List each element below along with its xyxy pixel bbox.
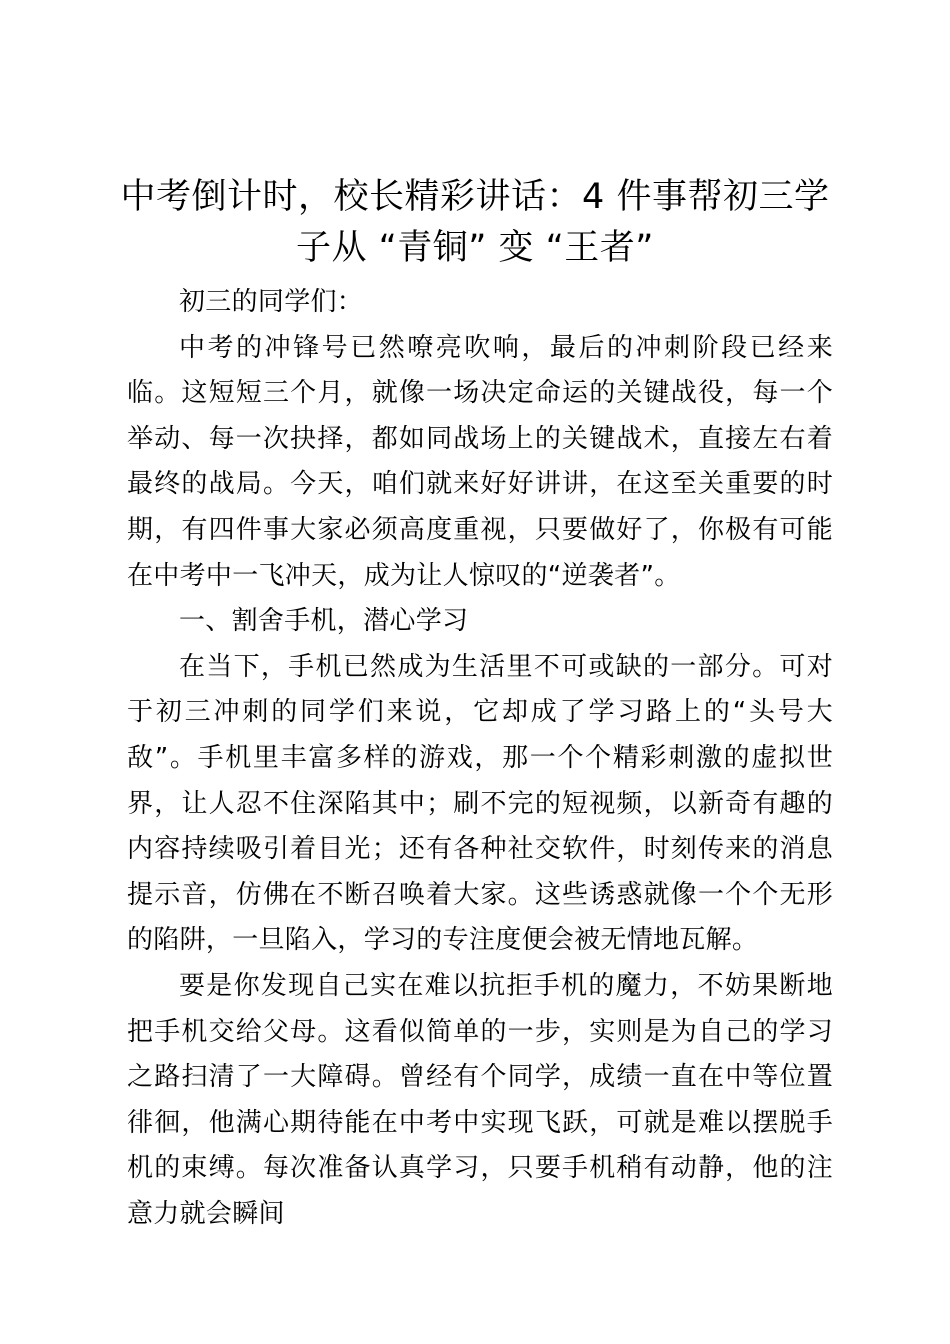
paragraph-give-phone-to-parents: 要是你发现自己实在难以抗拒手机的魔力，不妨果断地把手机交给父母。这看似简单的一步，实则是为自己的学习之路扫清了一大障碍。曾经有个同学，成绩一直在中等位置徘徊，他满心期待能在中考中实现飞跃，可就是难以摆脱手机的束缚。每次准备认真学习，只要手机稍有动静，他的注意力就会瞬间 (127, 970, 833, 1229)
section-heading: 一、割舍手机，潜心学习 (179, 606, 469, 637)
document-body (127, 280, 833, 1237)
paragraph-phone-distraction: 在当下，手机已然成为生活里不可或缺的一部分。可对于初三冲刺的同学们来说，它却成了学习路上的“头号大敌”。手机里丰富多样的游戏，那一个个精彩刺激的虚拟世界，让人忍不住深陷其中；刷不完的短视频，以新奇有趣的内容持续吸引着目光；还有各种社交软件，时刻传来的消息提示音，仿佛在不断召唤着大家。这些诱惑就像一个个无形的陷阱，一旦陷入，学习的专注度便会被无情地瓦解。 (127, 651, 833, 956)
greeting: 初三的同学们： (179, 287, 364, 317)
document-title: 中考倒计时，校长精彩讲话：4 件事帮初三学子从 “青铜” 变 “王者” (120, 177, 830, 268)
paragraph-intro: 中考的冲锋号已然嘹亮吹响，最后的冲刺阶段已经来临。这短短三个月，就像一场决定命运的关键战役，每一个举动、每一次抉择，都如同战场上的关键战术，直接左右着最终的战局。今天，咱们就来好好讲讲，在这至关重要的时期，有四件事大家必须高度重视，只要做好了，你极有可能在中考中一飞冲天，成为让人惊叹的“逆袭者”。 (127, 332, 833, 591)
